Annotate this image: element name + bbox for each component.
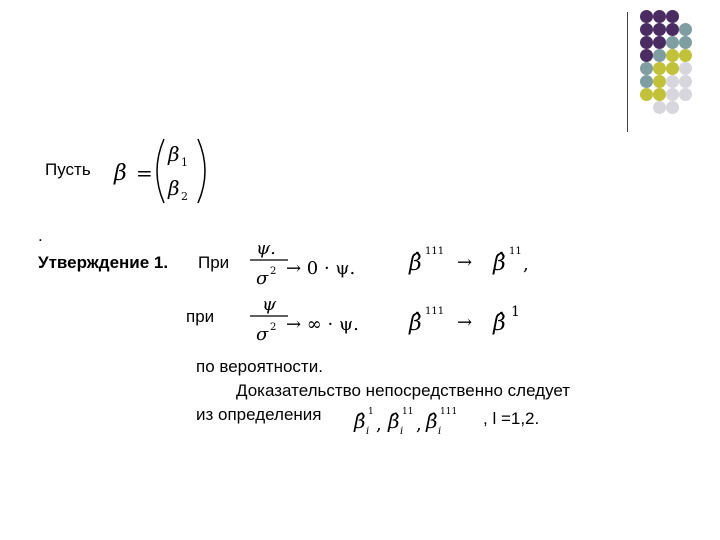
definition-formula (350, 400, 480, 440)
beta-hat-right: β̂ (493, 251, 506, 276)
dot (653, 49, 666, 62)
beta-hat-i-111: β̂ (426, 409, 438, 433)
arrow: → (457, 252, 473, 273)
period-mark: . (38, 226, 43, 245)
dot (679, 23, 692, 36)
dot (653, 101, 666, 114)
condition-2-formula (246, 290, 376, 348)
beta-hat-left: β̂ (409, 311, 422, 336)
dot (640, 49, 653, 62)
comma: , (523, 254, 529, 275)
beta2-subscript: 2 (181, 190, 188, 203)
dot (653, 88, 666, 101)
dot (640, 10, 653, 23)
probability-text: по вероятности. (196, 357, 323, 376)
dot (640, 23, 653, 36)
proof-line-1: Доказательство непосредственно следует (236, 381, 571, 400)
dot (679, 49, 692, 62)
arrow: → (457, 312, 473, 333)
left-paren (157, 139, 164, 203)
beta-hat-i-111-sup: 111 (440, 407, 458, 417)
dot (640, 75, 653, 88)
beta-hat-i-11-sub: i (400, 426, 404, 437)
dot-grid-decoration (640, 10, 720, 120)
dot (666, 23, 679, 36)
beta-symbol: β (114, 161, 127, 186)
right-paren (198, 139, 205, 203)
vertical-divider (627, 12, 628, 132)
beta-hat-i-1-sub: i (366, 426, 370, 437)
dot (666, 49, 679, 62)
dot (679, 88, 692, 101)
sigma-denominator: σ (256, 324, 269, 345)
beta-hat-left-sup: 111 (425, 306, 445, 317)
beta-hat-i-1-sup: 1 (368, 407, 374, 417)
dot (640, 36, 653, 49)
dot (653, 36, 666, 49)
limit-arrow: → 0 · ψ. (286, 258, 356, 279)
let-label: Пусть (45, 160, 91, 179)
beta-hat-left: β̂ (409, 251, 422, 276)
dot (679, 62, 692, 75)
beta-vector-formula (112, 135, 222, 207)
when2-label: при (186, 307, 215, 326)
condition-1-formula (246, 234, 366, 292)
separator-1: , (376, 414, 382, 435)
sigma-denominator: σ (256, 268, 269, 289)
beta-hat-right: β̂ (493, 311, 506, 336)
beta-hat-i-1: β̂ (354, 409, 366, 433)
dot (666, 101, 679, 114)
beta1-symbol: β (168, 142, 180, 166)
dot (653, 10, 666, 23)
beta-hat-i-111-sub: i (438, 426, 442, 437)
when-label: При (198, 253, 230, 272)
dot (640, 88, 653, 101)
dot (679, 75, 692, 88)
beta-hat-i-11-sup: 11 (402, 407, 414, 417)
beta-hat-right-sup: 11 (509, 246, 522, 257)
psi-numerator: ψ. (256, 238, 276, 259)
convergence-1-formula (405, 238, 545, 278)
dot (653, 75, 666, 88)
dot (640, 62, 653, 75)
dot (666, 75, 679, 88)
equals-sign: = (136, 161, 153, 185)
beta-hat-right-sup: 1 (511, 304, 520, 320)
dot (653, 62, 666, 75)
separator-2: , (416, 414, 422, 435)
dot (653, 23, 666, 36)
index-range-text: , l =1,2. (483, 409, 540, 428)
psi-numerator: ψ (262, 294, 277, 315)
dot (679, 36, 692, 49)
dot (666, 36, 679, 49)
sigma-exponent: 2 (270, 322, 277, 333)
dot (666, 88, 679, 101)
proof-line-2: из определения (196, 405, 322, 424)
sigma-exponent: 2 (270, 266, 277, 277)
beta-hat-i-11: β̂ (388, 409, 400, 433)
limit-arrow: → ∞ · ψ. (286, 314, 359, 335)
convergence-2-formula (405, 298, 535, 338)
beta-hat-left-sup: 111 (425, 246, 445, 257)
dot (666, 62, 679, 75)
beta2-symbol: β (168, 176, 180, 200)
statement-title: Утверждение 1. (38, 253, 169, 272)
beta1-subscript: 1 (181, 156, 188, 169)
dot (666, 10, 679, 23)
